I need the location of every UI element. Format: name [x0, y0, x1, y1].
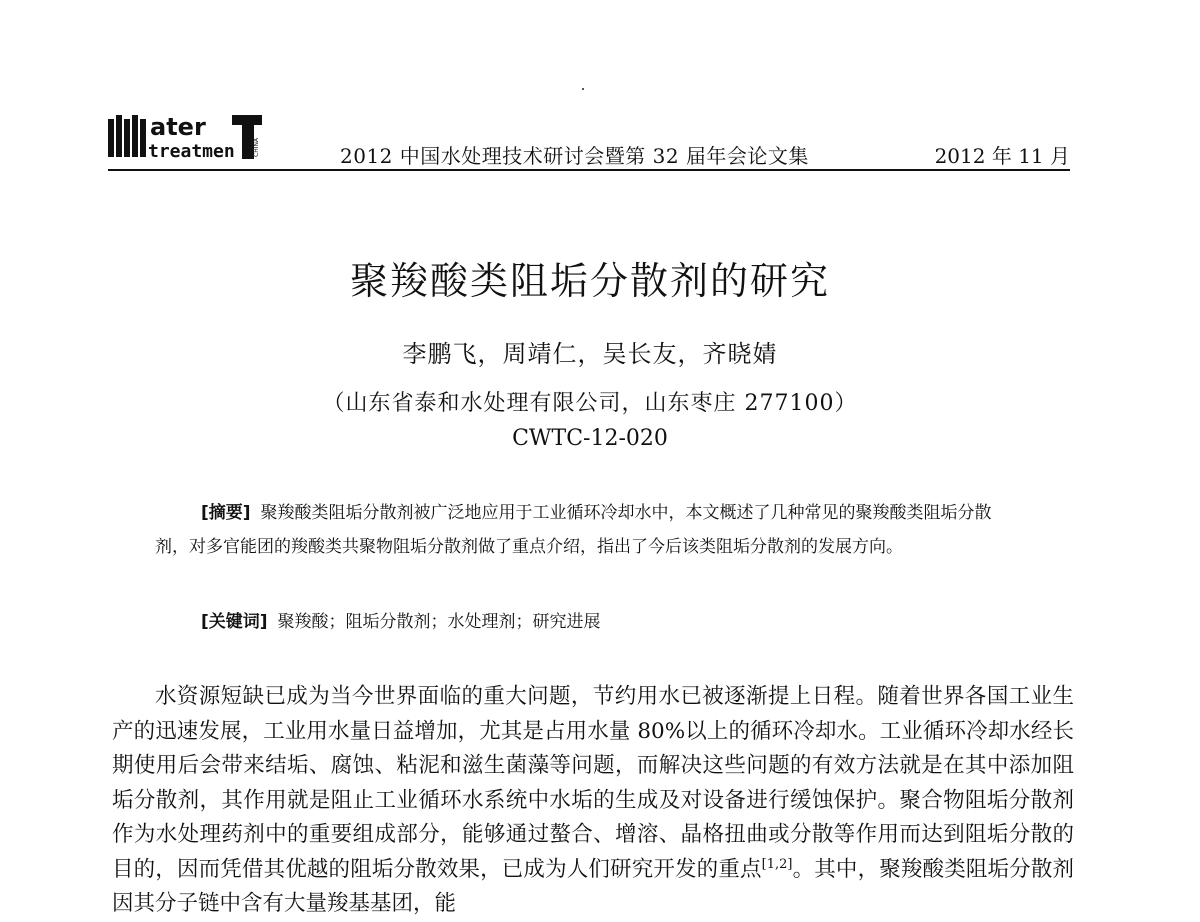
abstract-block — [155, 496, 1025, 564]
body-text-tail: 。其中，聚羧酸类阻垢分散剂因其分子链中含有大量羧基基团，能 — [112, 856, 1074, 916]
citation-ref: [1,2] — [761, 856, 793, 872]
body-text-main: 水资源短缺已成为当今世界面临的重大问题，节约用水已被逐渐提上日程。随着世界各国工业生产的迅速发展，工业用水量日益增加，尤其是占用水量 80%以上的循环冷却水。工业循环冷却水经长期使用后会带来结垢、腐蚀、粘泥和滋生菌藻等问题，而解决这些问题的有效方法就是在其中添加阻垢分散剂，其作用就是阻止工业循环水系统中水垢的生成及对设备进行缓蚀保护。聚合物阻垢分散剂作为水处理药剂中的重要组成部分，能够通过螯合、增溶、晶格扭曲或分散等作用而达到阻垢分散的目的，因而凭借其优越的阻垢分散效果，已成为人们研究开发的重点 — [112, 684, 1074, 882]
body-paragraph — [112, 680, 1074, 922]
paper-title: 聚羧酸类阻垢分散剂的研究 — [349, 259, 830, 303]
abstract-text: 聚羧酸类阻垢分散剂被广泛地应用于工业循环冷却水中，本文概述了几种常见的聚羧酸类阻垢分散剂，对多官能团的羧酸类共聚物阻垢分散剂做了重点介绍，指出了今后该类阻垢分散剂的发展方向。 — [155, 503, 992, 557]
svg-text:ater: ater — [150, 113, 206, 141]
scan-speck — [582, 88, 584, 90]
keywords-block — [201, 607, 601, 632]
keywords-tag: [关键词] — [201, 612, 268, 632]
proceedings-date: 2012 年 11 月 — [934, 144, 1070, 168]
svg-text:treatmen: treatmen — [148, 141, 235, 161]
water-treatment-logo — [108, 113, 268, 161]
proceedings-title: 2012 中国水处理技术研讨会暨第 32 届年会论文集 — [340, 144, 809, 168]
abstract-tag: [摘要] — [201, 503, 251, 523]
paper-id: CWTC-12-020 — [512, 426, 668, 451]
paper-authors: 李鹏飞，周靖仁，吴长友，齐晓婧 — [402, 340, 778, 368]
header-divider — [108, 169, 1070, 171]
paper-affiliation: （山东省泰和水处理有限公司，山东枣庄 277100） — [322, 391, 858, 416]
svg-text:CHINA: CHINA — [253, 137, 260, 157]
keywords-text: 聚羧酸；阻垢分散剂；水处理剂；研究进展 — [277, 612, 601, 632]
